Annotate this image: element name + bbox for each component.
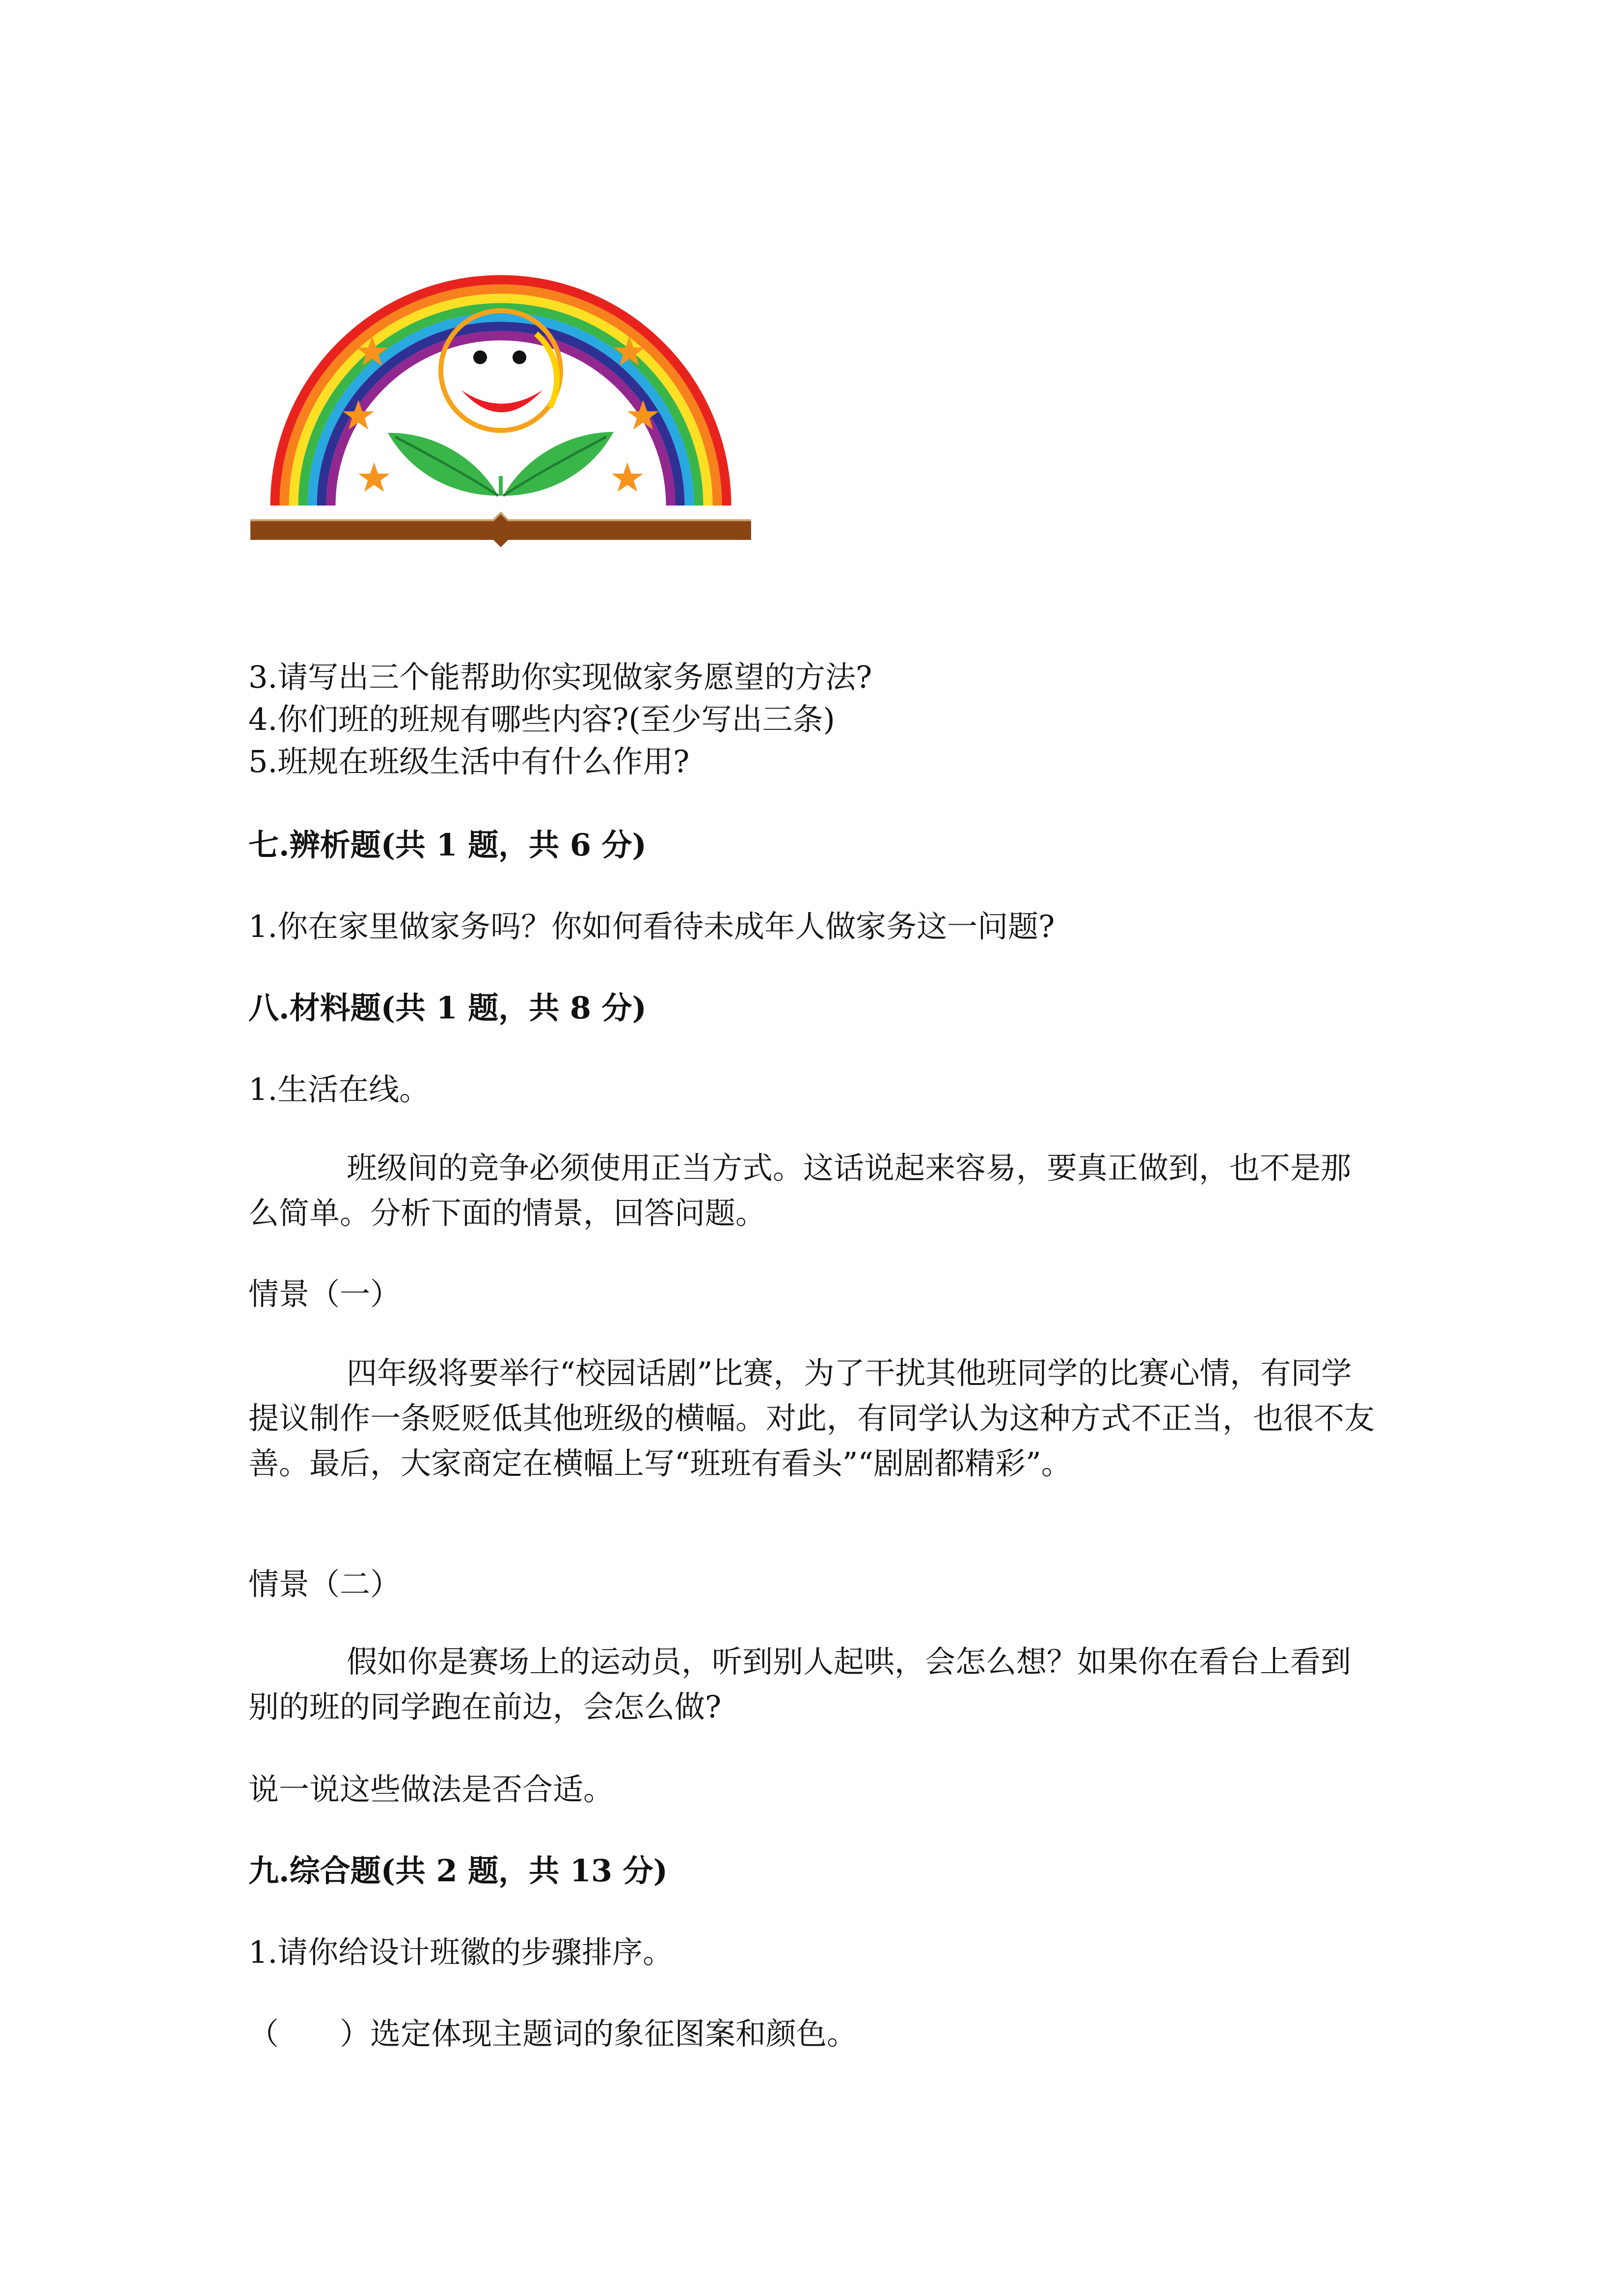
- scenario-1-label: 情景（一）: [248, 1276, 401, 1312]
- scenario-2-paragraph: 假如你是赛场上的运动员，听到别人起哄，会怎么想？如果你在看台上看到别的班的同学跑在前边，会怎么做?: [248, 1644, 1352, 1725]
- section-7-title: 七.辨析题(共 1 题，共 6 分): [248, 827, 647, 863]
- question-5: 5.班规在班级生活中有什么作用?: [248, 744, 690, 779]
- class-emblem-logo: [245, 201, 756, 555]
- question-4: 4.你们班的班规有哪些内容?(至少写出三条): [248, 701, 835, 737]
- scenario-1-paragraph: 四年级将要举行“校园话剧”比赛，为了干扰其他班同学的比赛心情，有同学提议制作一条贬贬低其他班级的横幅。对此，有同学认为这种方式不正当，也很不友善。最后，大家商定在横幅上写“班班有看头”“剧剧都精彩”。: [248, 1355, 1375, 1481]
- section-9-title: 九.综合题(共 2 题，共 13 分): [248, 1853, 668, 1889]
- scenario-closing-question: 说一说这些做法是否合适。: [248, 1771, 614, 1807]
- scenario-2-label: 情景（二）: [248, 1566, 401, 1602]
- question-3: 3.请写出三个能帮助你实现做家务愿望的方法?: [248, 659, 872, 695]
- material-intro-paragraph: 班级间的竞争必须使用正当方式。这话说起来容易，要真正做到，也不是那么简单。分析下面的情景，回答问题。: [248, 1150, 1352, 1231]
- section-8-title: 八.材料题(共 1 题，共 8 分): [248, 990, 647, 1026]
- open-book-icon: [250, 513, 751, 547]
- section-9-question-1: 1.请你给设计班徽的步骤排序。: [248, 1934, 674, 1970]
- section-7-question-1: 1.你在家里做家务吗？你如何看待未成年人做家务这一问题?: [248, 908, 1055, 944]
- leaf-icons: [388, 432, 614, 496]
- design-step-item: （ ）选定体现主题词的象征图案和颜色。: [248, 2016, 858, 2052]
- section-8-question-1: 1.生活在线。: [248, 1071, 430, 1107]
